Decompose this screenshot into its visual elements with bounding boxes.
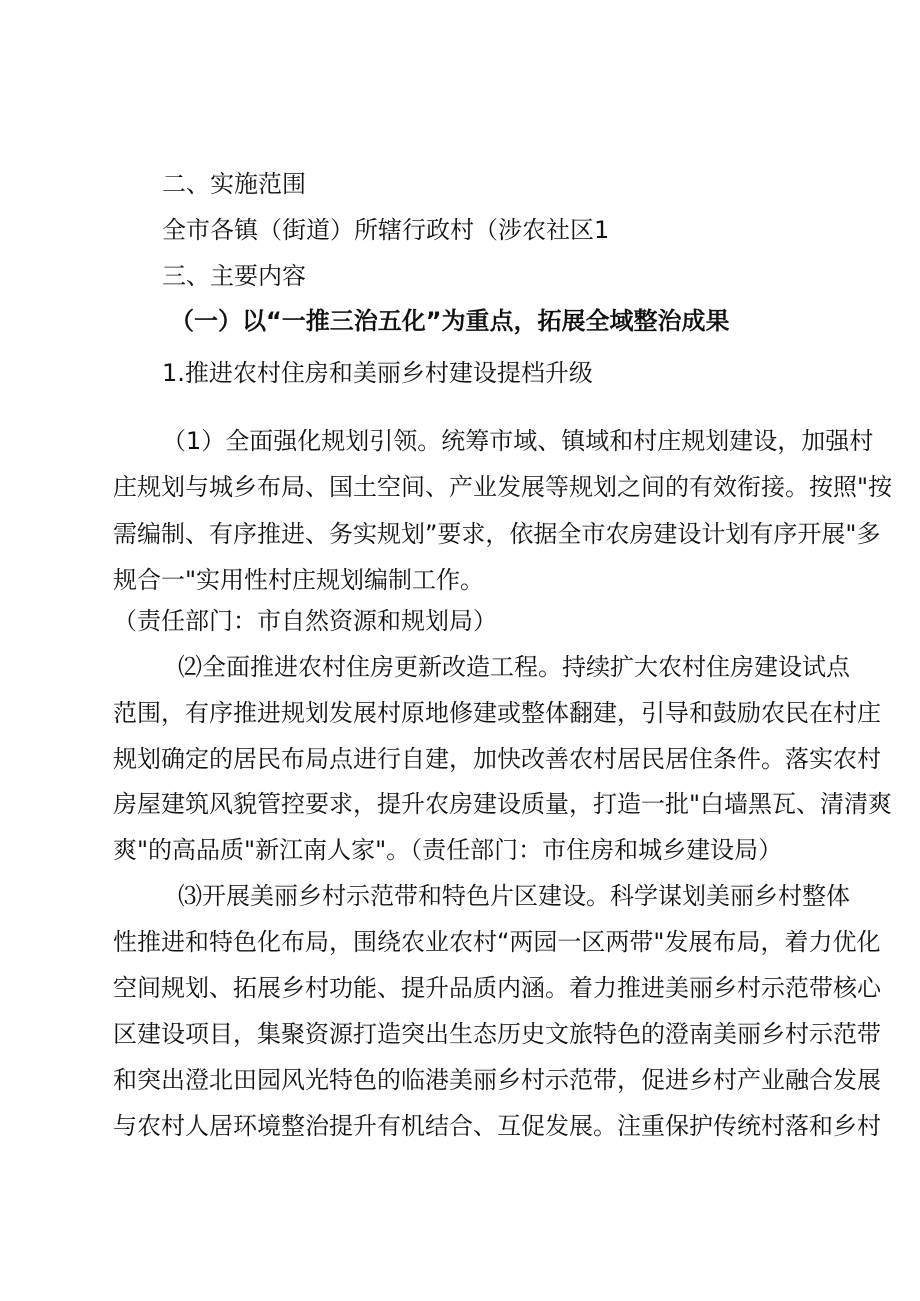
paragraph-1-line: （1）全面强化规划引领。统筹市域、镇域和村庄规划建设，加强村 [162, 427, 874, 455]
paragraph-3-line: 区建设项目，集聚资源打造突出生态历史文旅特色的澄南美丽乡村示范带 [113, 1020, 881, 1048]
section-heading-scope: 二、实施范围 [162, 170, 306, 198]
paragraph-2-line: 范围，有序推进规划发展村原地修建或整体翻建，引导和鼓励农民在村庄 [113, 699, 881, 727]
paragraph-3-line: ⑶开展美丽乡村示范带和特色片区建设。科学谋划美丽乡村整体 [178, 882, 850, 910]
subsection-heading-1: （一）以“一推三治五化”为重点，拓展全域整治成果 [170, 307, 730, 335]
scope-text: 全市各镇（街道）所辖行政村（涉农社区1 [162, 216, 610, 244]
paragraph-3-line: 和突出澄北田园风光特色的临港美丽乡村示范带，促进乡村产业融合发展 [113, 1066, 881, 1094]
paragraph-2-line: 爽"的高品质"新江南人家"。（责任部门：市住房和城乡建设局） [113, 836, 783, 864]
item-heading-1: 1.推进农村住房和美丽乡村建设提档升级 [162, 359, 593, 387]
paragraph-1-line: 庄规划与城乡布局、国土空间、产业发展等规划之间的有效衔接。按照"按 [113, 473, 893, 501]
paragraph-2-line: 规划确定的居民布局点进行自建，加快改善农村居民居住条件。落实农村 [113, 745, 881, 773]
responsibility-note-1: （责任部门：市自然资源和规划局） [113, 607, 497, 635]
paragraph-3-line: 空间规划、拓展乡村功能、提升品质内涵。着力推进美丽乡村示范带核心 [113, 974, 881, 1002]
paragraph-3-line: 与农村人居环境整治提升有机结合、互促发展。注重保护传统村落和乡村 [113, 1112, 881, 1140]
paragraph-3-line: 性推进和特色化布局，围绕农业农村“两园一区两带"发展布局，着力优化 [113, 928, 881, 956]
paragraph-2-line: 房屋建筑风貌管控要求，提升农房建设质量，打造一批"白墙黑瓦、清清爽 [113, 790, 893, 818]
paragraph-2-line: ⑵全面推进农村住房更新改造工程。持续扩大农村住房建设试点 [178, 653, 850, 681]
section-heading-content: 三、主要内容 [162, 262, 306, 290]
paragraph-1-line: 需编制、有序推进、务实规划”要求，依据全市农房建设计划有序开展"多 [113, 520, 881, 548]
paragraph-1-line: 规合一"实用性村庄规划编制工作。 [113, 566, 485, 594]
